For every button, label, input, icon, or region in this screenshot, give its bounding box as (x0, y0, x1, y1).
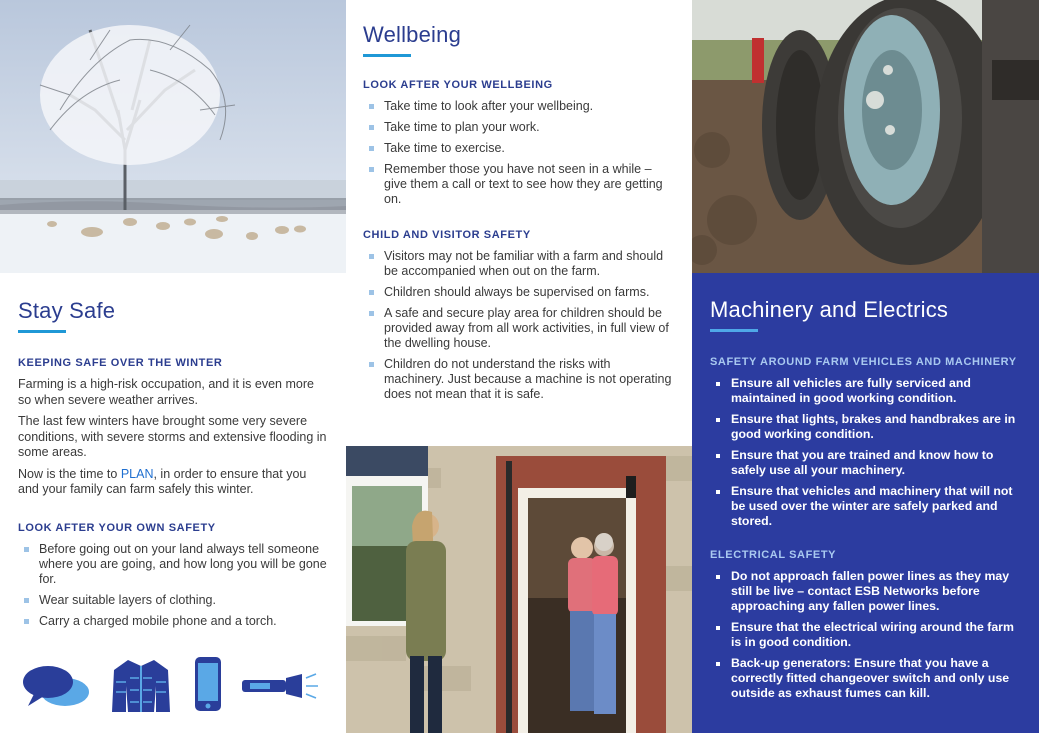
plan-highlight: PLAN (120, 466, 154, 481)
vehicles-list (710, 376, 1021, 529)
child-visitor-list (363, 249, 673, 402)
winter-paragraph-3 (18, 467, 328, 498)
stay-safe-panel (18, 298, 328, 635)
list-item: Children do not understand the risks with machinery. Just because a machine is not operating does not mean that it is safe. (363, 357, 673, 402)
machinery-title: Machinery and Electrics (710, 297, 949, 322)
jacket-icon (110, 656, 172, 714)
electrical-heading: ELECTRICAL SAFETY (710, 549, 837, 561)
own-safety-heading: LOOK AFTER YOUR OWN SAFETY (18, 521, 216, 534)
list-item: Take time to exercise. (363, 141, 673, 156)
list-item: Carry a charged mobile phone and a torch. (18, 614, 328, 629)
list-item: Take time to look after your wellbeing. (363, 99, 673, 114)
own-safety-list (18, 542, 328, 629)
child-visitor-heading: CHILD AND VISITOR SAFETY (363, 229, 531, 241)
list-item: Children should always be supervised on farms. (363, 285, 673, 300)
list-item: Ensure that lights, brakes and handbrakes are in good working condition. (710, 412, 1021, 442)
list-item: Wear suitable layers of clothing. (18, 593, 328, 608)
wellbeing-panel (363, 22, 673, 408)
title-underline (18, 330, 66, 333)
winter-sheep-photo (0, 0, 346, 273)
stay-safe-title: Stay Safe (18, 298, 116, 323)
vehicles-heading: SAFETY AROUND FARM VEHICLES AND MACHINERY (710, 356, 1017, 368)
list-item: Visitors may not be familiar with a farm and should be accompanied when out on the farm. (363, 249, 673, 279)
visitor-doorway-photo (346, 446, 692, 733)
machinery-panel (692, 273, 1039, 733)
list-item: Take time to plan your work. (363, 120, 673, 135)
list-item: Do not approach fallen power lines as they may still be live – contact ESB Networks before approaching any fallen power lines. (710, 569, 1021, 614)
speech-bubbles-icon (22, 664, 92, 709)
list-item: Ensure that you are trained and know how to safely use all your machinery. (710, 448, 1021, 478)
list-item: Ensure that vehicles and machinery that will not be used over the winter are safely parked and stored. (710, 484, 1021, 529)
winter-heading: KEEPING SAFE OVER THE WINTER (18, 357, 223, 369)
list-item: Ensure all vehicles are fully serviced and maintained in good working condition. (710, 376, 1021, 406)
list-item: Back-up generators: Ensure that you have a correctly fitted changeover switch and only use outside as exhaust fumes can kill. (710, 656, 1021, 701)
list-item: Before going out on your land always tell someone where you are going, and how long you will be gone for. (18, 542, 328, 587)
tractor-tyre-photo (692, 0, 1039, 273)
mobile-phone-icon (194, 656, 222, 712)
winter-paragraph-2: The last few winters have brought some very severe conditions, with severe storms and extensive flooding in some areas. (18, 414, 327, 459)
list-item: Remember those you have not seen in a while – give them a call or text to see how they are getting on. (363, 162, 673, 207)
title-underline (363, 54, 411, 57)
wellbeing-list (363, 99, 673, 207)
list-item: Ensure that the electrical wiring around the farm is in good condition. (710, 620, 1021, 650)
winter-paragraph-1: Farming is a high-risk occupation, and it is even more so when severe weather arrives. (18, 377, 314, 407)
title-underline (710, 329, 758, 332)
safety-icons-row (22, 656, 327, 716)
torch-icon (242, 672, 320, 700)
list-item: A safe and secure play area for children should be provided away from all work activities, in full view of the dwelling house. (363, 306, 673, 351)
winter-p3-after: , in order to ensure that you and your family can farm safely this winter. (18, 466, 307, 496)
wellbeing-title: Wellbeing (363, 22, 462, 47)
wellbeing-heading: LOOK AFTER YOUR WELLBEING (363, 79, 553, 91)
winter-p3-before: Now is the time to (18, 466, 121, 481)
electrical-list (710, 569, 1021, 701)
